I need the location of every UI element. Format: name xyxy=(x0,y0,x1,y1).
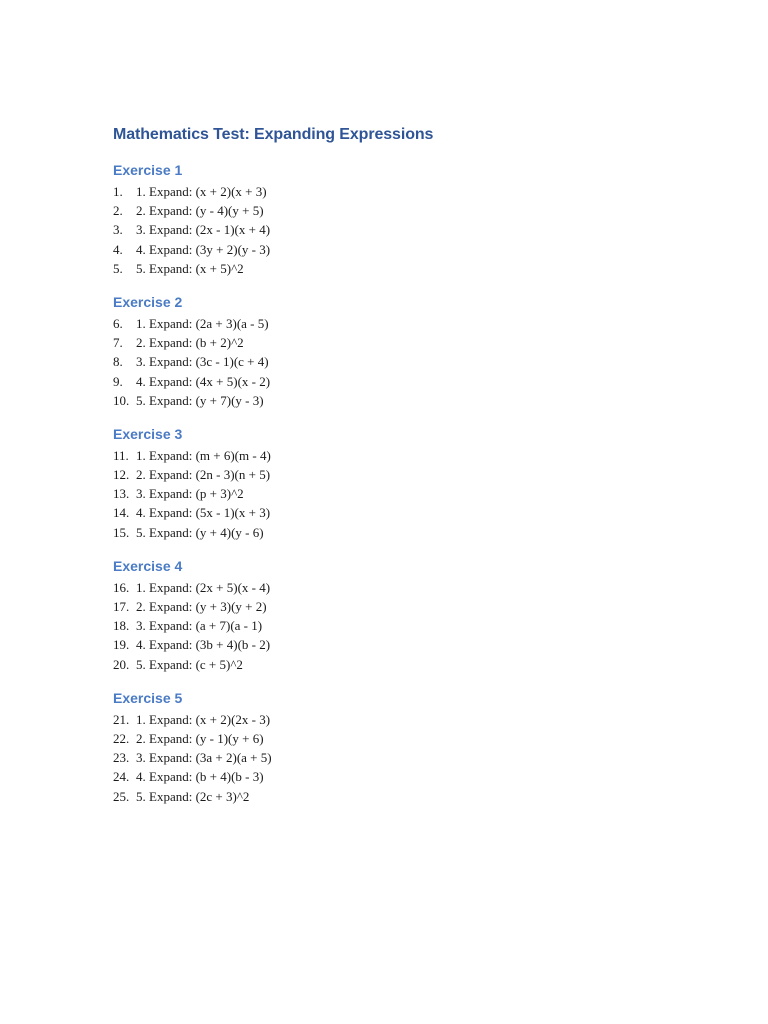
list-item-text: 1. Expand: (2x + 5)(x - 4) xyxy=(136,579,271,595)
list-item xyxy=(113,259,673,278)
list-item xyxy=(113,578,673,597)
list-number: 4. xyxy=(113,241,123,257)
list-item-text: 5. Expand: (y + 4)(y - 6) xyxy=(136,524,264,540)
list-item-text: 3. Expand: (3c - 1)(c + 4) xyxy=(136,354,269,370)
list-number: 15. xyxy=(113,524,130,540)
exercise-list xyxy=(113,314,673,410)
list-item-text: 3. Expand: (p + 3)^2 xyxy=(136,486,244,502)
list-number: 18. xyxy=(113,618,130,634)
list-item xyxy=(113,352,673,371)
list-number: 1. xyxy=(113,184,123,199)
exercise-section xyxy=(113,292,673,410)
list-item-text: 1. Expand: (x + 2)(2x - 3) xyxy=(136,711,271,727)
list-number: 9. xyxy=(113,373,123,389)
page-title: Mathematics Test: Expanding Expressions xyxy=(113,126,434,143)
list-item-text: 2. Expand: (b + 2)^2 xyxy=(136,335,244,351)
list-number: 21. xyxy=(113,711,130,727)
list-number: 25. xyxy=(113,788,130,804)
list-item-text: 2. Expand: (y - 4)(y + 5) xyxy=(136,203,264,219)
list-item xyxy=(113,597,673,616)
exercise-section xyxy=(113,160,673,278)
exercise-section xyxy=(113,688,673,806)
list-item xyxy=(113,767,673,786)
list-item xyxy=(113,635,673,654)
list-item xyxy=(113,616,673,635)
list-number: 11. xyxy=(113,447,129,463)
list-number: 17. xyxy=(113,599,130,614)
list-item xyxy=(113,240,673,259)
list-item-text: 3. Expand: (3a + 2)(a + 5) xyxy=(136,750,272,766)
exercise-list xyxy=(113,710,673,806)
exercise-list xyxy=(113,182,673,278)
list-number: 3. xyxy=(113,222,123,238)
list-item-text: 1. Expand: (x + 2)(x + 3) xyxy=(136,184,267,199)
list-item-text: 4. Expand: (3y + 2)(y - 3) xyxy=(136,241,271,257)
list-item-text: 4. Expand: (3b + 4)(b - 2) xyxy=(136,637,271,653)
list-item xyxy=(113,220,673,239)
list-number: 5. xyxy=(113,260,123,276)
list-item xyxy=(113,314,673,333)
list-item-text: 3. Expand: (2x - 1)(x + 4) xyxy=(136,222,271,238)
list-item xyxy=(113,391,673,410)
list-item-text: 4. Expand: (5x - 1)(x + 3) xyxy=(136,505,271,521)
list-item xyxy=(113,465,673,484)
exercise-section xyxy=(113,424,673,542)
list-item-text: 4. Expand: (b + 4)(b - 3) xyxy=(136,769,264,785)
list-number: 22. xyxy=(113,730,130,746)
list-item-text: 2. Expand: (2n - 3)(n + 5) xyxy=(136,467,271,483)
section-heading: Exercise 2 xyxy=(113,293,183,310)
list-item-text: 2. Expand: (y + 3)(y + 2) xyxy=(136,599,267,614)
list-item xyxy=(113,201,673,220)
list-item xyxy=(113,729,673,748)
list-number: 19. xyxy=(113,637,130,653)
list-number: 13. xyxy=(113,486,130,502)
list-item-text: 3. Expand: (a + 7)(a - 1) xyxy=(136,618,263,634)
section-heading: Exercise 3 xyxy=(113,425,183,442)
list-item xyxy=(113,182,673,201)
list-item-text: 2. Expand: (y - 1)(y + 6) xyxy=(136,730,264,746)
section-heading: Exercise 4 xyxy=(113,557,183,574)
list-number: 10. xyxy=(113,392,130,408)
list-number: 23. xyxy=(113,750,130,766)
list-item xyxy=(113,655,673,674)
list-number: 2. xyxy=(113,203,123,219)
list-item xyxy=(113,446,673,465)
list-item-text: 1. Expand: (2a + 3)(a - 5) xyxy=(136,315,269,331)
list-number: 8. xyxy=(113,354,123,370)
section-heading: Exercise 5 xyxy=(113,689,183,706)
list-item xyxy=(113,503,673,522)
list-number: 16. xyxy=(113,579,130,595)
document-content xyxy=(113,124,673,820)
list-item-text: 5. Expand: (2c + 3)^2 xyxy=(136,788,250,804)
list-number: 6. xyxy=(113,315,123,331)
exercise-section xyxy=(113,556,673,674)
list-item-text: 1. Expand: (m + 6)(m - 4) xyxy=(136,447,271,463)
list-number: 14. xyxy=(113,505,130,521)
list-item-text: 4. Expand: (4x + 5)(x - 2) xyxy=(136,373,271,389)
list-item-text: 5. Expand: (x + 5)^2 xyxy=(136,260,244,276)
list-item xyxy=(113,372,673,391)
list-number: 7. xyxy=(113,335,123,351)
list-item xyxy=(113,484,673,503)
list-item xyxy=(113,748,673,767)
section-heading: Exercise 1 xyxy=(113,162,183,178)
exercise-list xyxy=(113,578,673,674)
list-item-text: 5. Expand: (y + 7)(y - 3) xyxy=(136,392,264,408)
list-number: 24. xyxy=(113,769,130,785)
list-number: 12. xyxy=(113,467,130,483)
list-item xyxy=(113,333,673,352)
list-item xyxy=(113,523,673,542)
list-item xyxy=(113,710,673,729)
list-item xyxy=(113,787,673,806)
list-number: 20. xyxy=(113,656,130,672)
exercise-list xyxy=(113,446,673,542)
list-item-text: 5. Expand: (c + 5)^2 xyxy=(136,656,243,672)
